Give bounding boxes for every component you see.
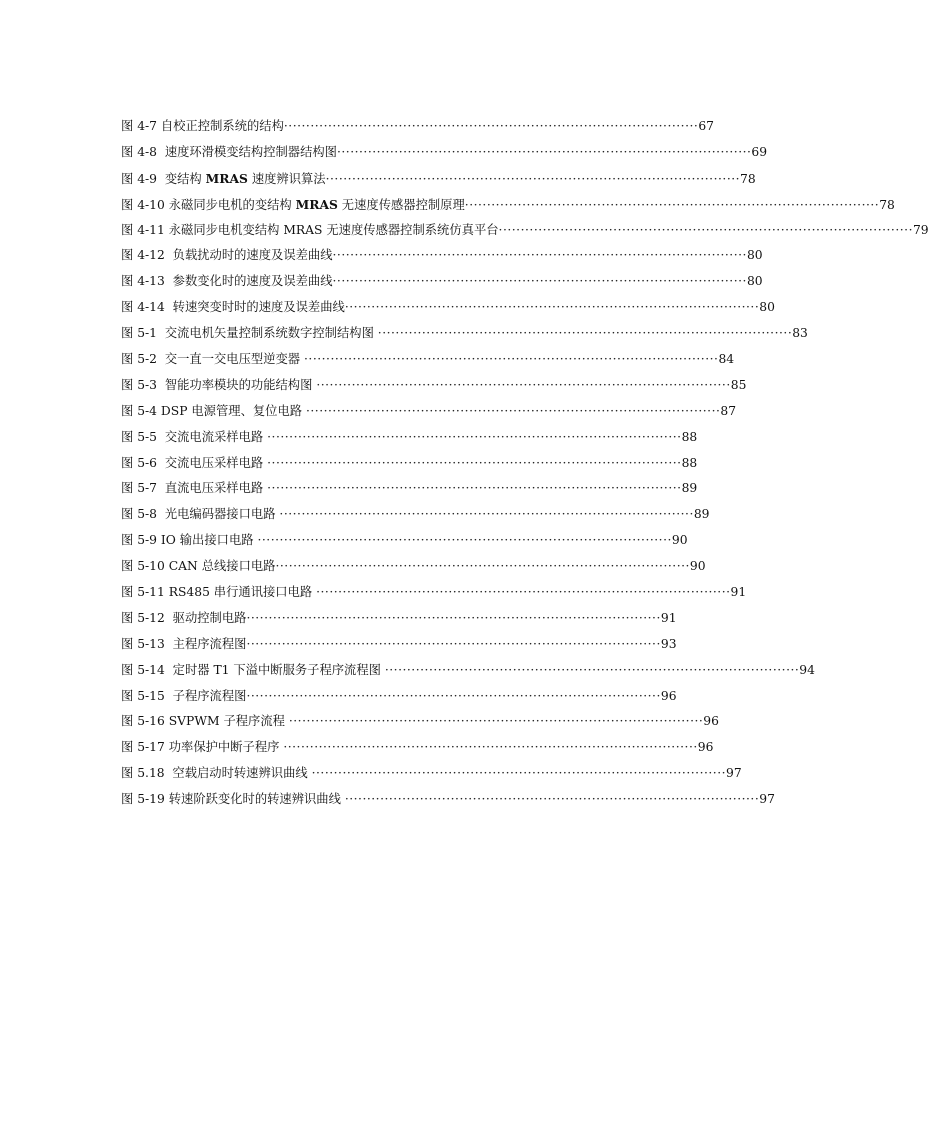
toc-entry-page: 90 [671,533,688,548]
toc-entry-page: 83 [792,326,808,341]
toc-entry[interactable] [121,709,719,735]
dot-leader: ······························································································ [316,377,731,392]
toc-entry[interactable] [121,140,768,166]
toc-entry-label: 图 4-9 变结构 MRAS 速度辨识算法 [121,170,326,186]
toc-entry-label: 图 5-7 直流电压采样电路 [121,481,268,496]
dot-leader: ······························································································ [246,688,661,703]
toc-entry[interactable] [121,735,714,761]
toc-entry-page: 80 [759,300,775,315]
toc-entry-label: 图 5-10 CAN 总线接口电路 [121,559,276,574]
toc-entry[interactable] [121,761,742,787]
dot-leader: ······························································································ [498,222,913,237]
toc-entry-label: 图 5-9 IO 输出接口电路 [121,533,258,548]
dot-leader: ······························································································ [304,352,719,367]
toc-entry[interactable] [121,787,775,813]
dot-leader: ······························································································ [464,197,880,212]
toc-entry-label: 图 5.18 空载启动时转速辨识曲线 [121,766,312,781]
toc-entry[interactable] [121,399,737,425]
dot-leader: ······························································································ [267,481,682,496]
toc-entry-label: 图 4-10 永磁同步电机的变结构 MRAS 无速度传感器控制原理 [121,196,465,212]
toc-entry[interactable] [121,658,815,684]
toc-entry-label: 图 5-1 交流电机矢量控制系统数字控制结构图 [121,326,378,341]
toc-entry-page: 88 [681,455,698,470]
dot-leader: ······························································································ [283,119,699,133]
toc-entry[interactable] [121,166,756,192]
toc-entry-page: 80 [746,274,763,289]
toc-entry-label: 图 5-13 主程序流程图 [121,636,247,651]
dot-leader: ······························································································ [332,248,747,263]
toc-entry-label: 图 5-2 交一直一交电压型逆变器 [121,352,305,367]
toc-entry[interactable] [121,476,698,502]
toc-entry-label: 图 5-5 交流电流采样电路 [121,429,268,444]
toc-entry-page: 80 [746,248,763,263]
dot-leader: ······························································································ [246,636,661,651]
toc-entry[interactable] [121,554,706,580]
toc-entry-label: 图 4-8 速度环滑模变结构控制器结构图 [121,144,337,159]
toc-entry-page: 96 [697,740,714,755]
toc-entry[interactable] [121,632,677,658]
toc-entry-page: 78 [740,171,756,186]
toc-entry-page: 96 [703,714,719,729]
toc-entry[interactable] [121,243,763,269]
toc-entry-page: 90 [689,559,706,574]
toc-entry[interactable] [121,347,735,373]
toc-entry-page: 91 [660,610,677,625]
toc-entry[interactable] [121,451,698,477]
toc-entry-label: 图 5-4 DSP 电源管理、复位电路 [121,403,306,418]
toc-entry-page: 89 [681,481,698,496]
toc-entry-label: 图 4-7 自校正控制系统的结构 [121,119,284,133]
dot-leader: ······························································································ [246,610,661,625]
toc-entry-page: 97 [726,766,742,781]
dot-leader: ······························································································ [311,766,727,781]
toc-entry[interactable] [121,502,710,528]
toc-entry[interactable] [121,606,677,632]
toc-entry-page: 78 [879,197,895,212]
toc-entry[interactable] [121,218,929,244]
toc-entry-label: 图 4-14 转速突变时时的速度及误差曲线 [121,300,345,315]
dot-leader: ······························································································ [267,429,682,444]
toc-entry-label: 图 5-11 RS485 串行通讯接口电路 [121,585,317,600]
toc-entry-label: 图 5-16 SVPWM 子程序流程 [121,714,289,729]
toc-entry-page: 79 [912,222,929,237]
toc-entry-page: 93 [660,636,677,651]
toc-entry-page: 67 [698,119,714,133]
toc-entry[interactable] [121,321,808,347]
toc-entry-label: 图 5-3 智能功率模块的功能结构图 [121,377,317,392]
toc-entry-label: 图 5-6 交流电压采样电路 [121,455,268,470]
dot-leader: ······························································································ [267,455,682,470]
dot-leader: ······························································································ [332,274,747,289]
toc-entry-page: 91 [730,585,747,600]
dot-leader: ······························································································ [344,792,760,807]
toc-entry[interactable] [121,684,677,710]
toc-entry-page: 89 [693,507,710,522]
toc-entry-label: 图 5-12 驱动控制电路 [121,610,247,625]
toc-entry[interactable] [121,114,714,140]
list-of-figures [121,114,929,813]
toc-entry-page: 97 [759,792,775,807]
dot-leader: ······························································································ [275,559,690,574]
toc-entry-label: 图 4-11 永磁同步电机变结构 MRAS 无速度传感器控制系统仿真平台 [121,222,499,237]
toc-entry-label: 图 5-15 子程序流程图 [121,688,247,703]
toc-entry-page: 69 [751,144,768,159]
toc-entry-page: 88 [681,429,698,444]
dot-leader: ······························································································ [283,740,698,755]
toc-entry[interactable] [121,425,698,451]
dot-leader: ······························································································ [344,300,760,315]
toc-entry[interactable] [121,528,688,554]
toc-entry-label: 图 4-12 负载扰动时的速度及误差曲线 [121,248,333,263]
dot-leader: ······························································································ [377,326,793,341]
toc-entry-page: 85 [730,377,747,392]
dot-leader: ······························································································ [257,533,672,548]
dot-leader: ······························································································ [336,144,752,159]
dot-leader: ······························································································ [316,585,731,600]
toc-entry-label: 图 5-14 定时器 T1 下溢中断服务子程序流程图 [121,662,385,677]
dot-leader: ······························································································ [305,403,721,418]
toc-entry-page: 94 [799,662,815,677]
toc-entry-page: 87 [720,403,737,418]
toc-entry-page: 96 [660,688,677,703]
toc-entry[interactable] [121,373,747,399]
dot-leader: ······························································································ [288,714,704,729]
dot-leader: ······························································································ [384,662,800,677]
toc-entry[interactable] [121,269,763,295]
toc-entry[interactable] [121,295,775,321]
dot-leader: ······························································································ [279,507,694,522]
toc-entry[interactable] [121,580,747,606]
toc-entry-page: 84 [718,352,735,367]
toc-entry-label: 图 4-13 参数变化时的速度及误差曲线 [121,274,333,289]
toc-entry[interactable] [121,192,895,218]
toc-entry-label: 图 5-17 功率保护中断子程序 [121,740,284,755]
dot-leader: ······························································································ [325,171,741,186]
toc-entry-label: 图 5-8 光电编码器接口电路 [121,507,280,522]
toc-entry-label: 图 5-19 转速阶跃变化时的转速辨识曲线 [121,792,345,807]
